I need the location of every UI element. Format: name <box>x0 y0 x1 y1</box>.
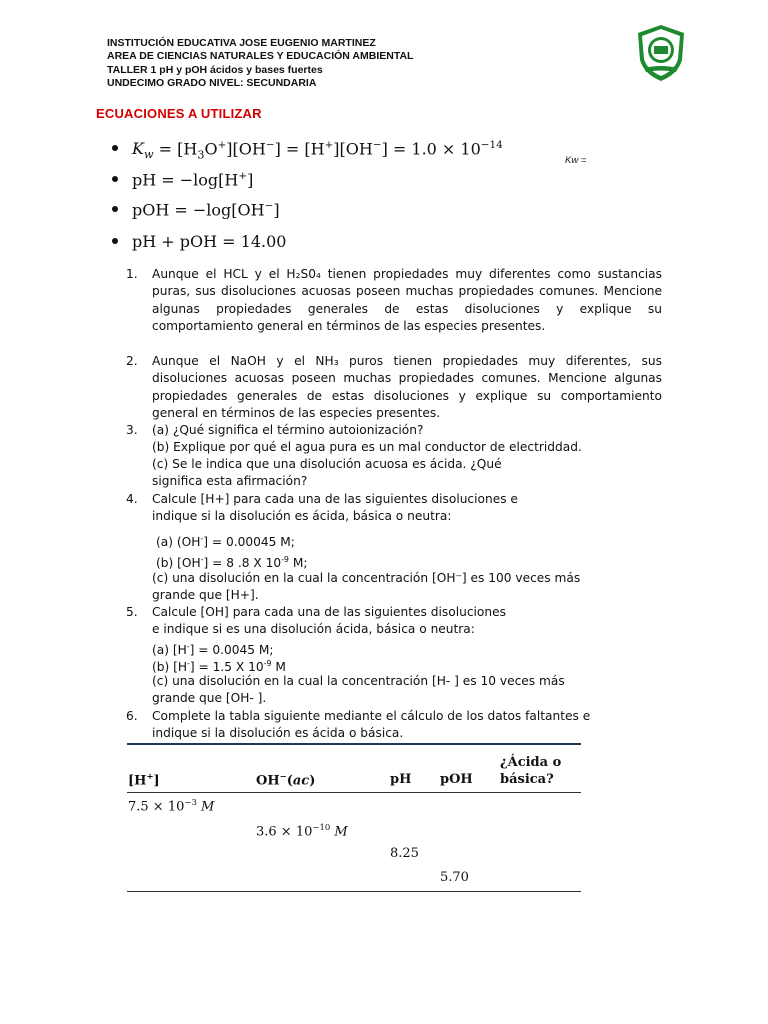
equation-kw: $K_w = [H_3O^+][OH^-] = [H^+][OH^-] = 1.0 \times 10^{-14}$ <box>112 139 503 162</box>
header-line-3: TALLER 1 pH y pOH ácidos y bases fuertes <box>107 63 323 76</box>
question-3-number: 3. <box>126 423 138 437</box>
question-4c-line-2: grande que [H+]. <box>152 588 259 602</box>
school-header <box>107 37 413 91</box>
table-header-acid-basic-1: ¿Ácida o <box>500 755 562 770</box>
equation-poh: pOH = −log[OH−] <box>112 200 280 219</box>
table-bottom-rule <box>127 891 581 892</box>
question-4a: (a) (OH-] = 0.00045 M; <box>156 534 295 550</box>
school-logo <box>636 24 686 82</box>
bullet-icon <box>112 206 118 212</box>
table-header-acid-basic-2: básica? <box>500 772 554 787</box>
question-3c-line-2: significa esta afirmación? <box>152 474 308 488</box>
equations-title: ECUACIONES A UTILIZAR <box>96 106 262 121</box>
question-5c-line-1: (c) una disolución en la cual la concentración [H- ] es 10 veces más <box>152 674 565 688</box>
table-cell-h-row1: $7.5 \times 10^{-3}$ M <box>128 797 215 815</box>
table-header-oh: OH−(ac) <box>256 771 316 789</box>
bullet-icon <box>112 145 118 151</box>
question-text: Aunque el NaOH y el NH₃ puros tienen propiedades muy diferentes, sus disoluciones acuosas poseen muchas propiedades comunes. Mencione algunas propiedades generales de estas disoluciones y explique su comportamiento general en términos de las especies presentes. <box>152 354 662 420</box>
question-text: Aunque el HCL y el H₂S0₄ tienen propiedades muy diferentes como sustancias puras, sus disoluciones acuosas poseen muchas propiedades comunes. Mencione algunas propiedades generales de estas disoluciones y explique su comportamiento general en términos de las especies presentes. <box>152 267 662 333</box>
question-5c-line-2: grande que [OH- ]. <box>152 691 267 705</box>
question-5-line-2: e indique si es una disolución ácida, básica o neutra: <box>152 622 475 636</box>
header-line-2: AREA DE CIENCIAS NATURALES Y EDUCACIÓN AMBIENTAL <box>107 50 414 63</box>
question-5b: (b) [H-] = 1.5 X $10^{-9}$ M <box>152 659 286 675</box>
question-5-line-1: Calcule [OH] para cada una de las siguientes disoluciones <box>152 605 506 619</box>
question-4-line-2: indique si la disolución es ácida, básica o neutra: <box>152 509 452 523</box>
question-3b: (b) Explique por qué el agua pura es un mal conductor de electriddad. <box>152 440 582 454</box>
equation-ph-poh: pH + pOH = 14.00 <box>112 232 286 251</box>
table-cell-oh-row2: $3.6 \times 10^{-10}$ M <box>256 822 348 840</box>
question-5-number: 5. <box>126 605 138 619</box>
table-header-rule <box>127 792 581 793</box>
question-4-line-1: Calcule [H+] para cada una de las siguientes disoluciones e <box>152 492 518 506</box>
table-top-rule <box>127 743 581 745</box>
bullet-icon <box>112 238 118 244</box>
question-3c-line-1: (c) Se le indica que una disolución acuosa es ácida. ¿Qué <box>152 457 502 471</box>
bullet-icon <box>112 176 118 182</box>
equation-ph: pH = −log[H+] <box>112 170 253 189</box>
question-number: 1. <box>126 267 138 281</box>
header-line-1: INSTITUCIÓN EDUCATIVA JOSE EUGENIO MARTINEZ <box>107 37 376 49</box>
question-4-number: 4. <box>126 492 138 506</box>
question-4c-line-1: (c) una disolución en la cual la concentración [OH⁻] es 100 veces más <box>152 571 581 585</box>
question-6-number: 6. <box>126 709 138 723</box>
table-header-h: [H+] <box>128 771 160 789</box>
header-line-4: UNDECIMO GRADO NIVEL: SECUNDARIA <box>107 77 317 90</box>
question-6-line-2: indique si la disolución es ácida o básica. <box>152 726 404 740</box>
kw-note: Kw = <box>565 155 587 166</box>
question-number: 2. <box>126 354 138 368</box>
question-5a: (a) [H-] = 0.0045 M; <box>152 642 274 658</box>
question-1 <box>126 266 662 356</box>
table-cell-poh-row4: 5.70 <box>440 870 469 885</box>
table-header-ph: pH <box>390 772 412 787</box>
question-6-line-1: Complete la tabla siguiente mediante el cálculo de los datos faltantes e <box>152 709 591 723</box>
table-cell-ph-row3: 8.25 <box>390 846 419 861</box>
question-2 <box>126 353 662 425</box>
question-3a: (a) ¿Qué significa el término autoionización? <box>152 423 424 437</box>
question-4b: (b) [OH-] = 8 .8 X $10^{-9}$ M; <box>156 555 308 571</box>
table-header-poh: pOH <box>440 772 473 787</box>
